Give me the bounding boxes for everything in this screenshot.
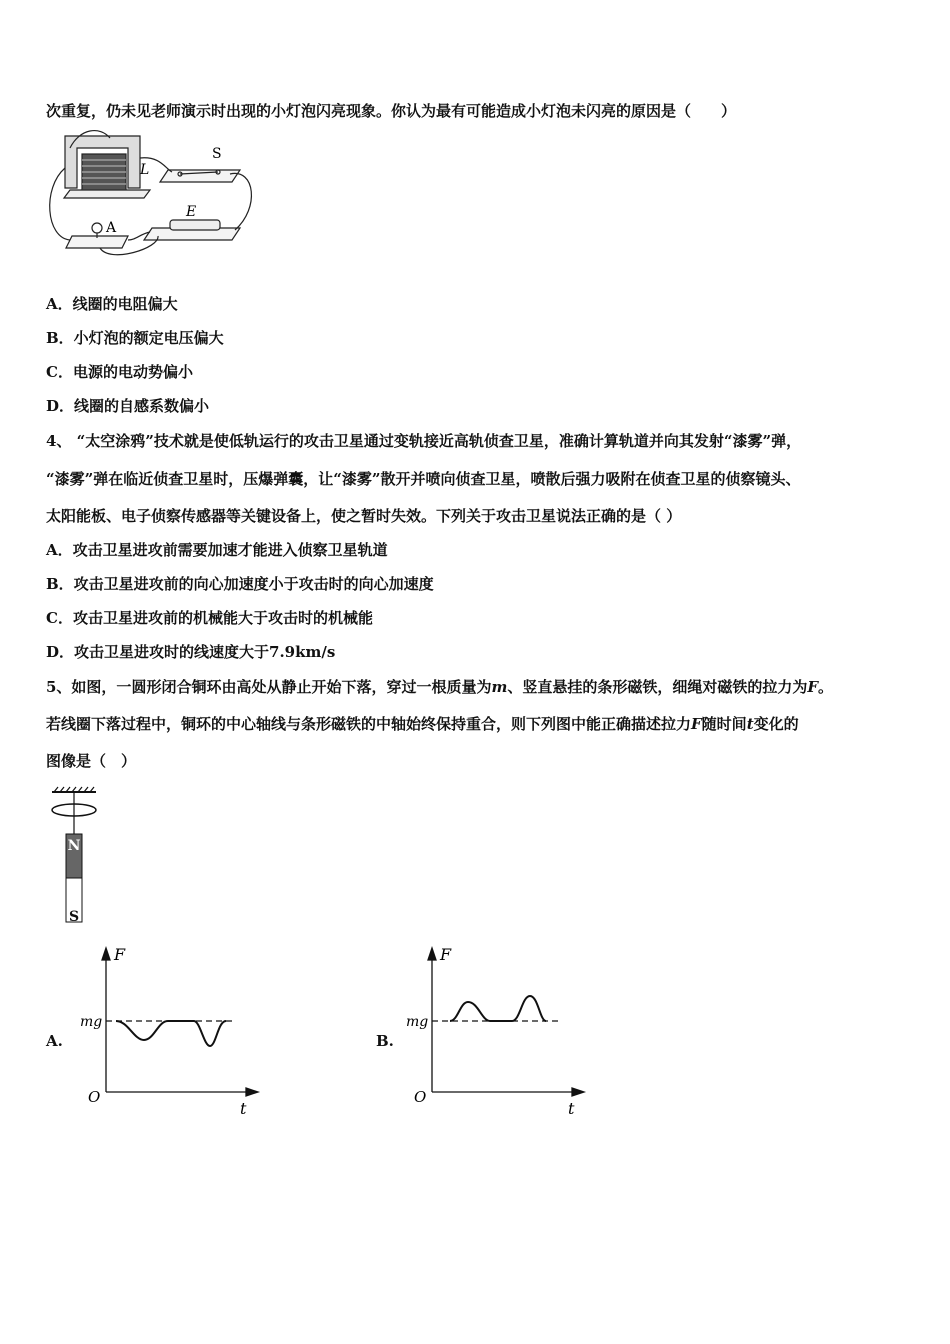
q3-option-a[interactable]: A．线圈的电阻偏大 [46, 295, 178, 313]
q5-var-F: F [807, 678, 818, 696]
mg-label: mg [406, 1014, 429, 1030]
q4-stem-line-1: 4、 “太空涂鸦”技术就是使低轨运行的攻击卫星通过变轨接近高轨侦查卫星，准确计算轨道并向其发射“漆雾”弹， [46, 432, 802, 450]
q5-option-b-label[interactable]: B. [376, 1032, 394, 1050]
axis-label-F: F [114, 945, 126, 964]
label-A: A [106, 220, 117, 236]
magnet-figure [44, 784, 104, 924]
graph-b[interactable] [402, 942, 602, 1122]
label-S: S [212, 146, 222, 162]
circuit-figure [40, 128, 280, 268]
origin-label: O [414, 1088, 427, 1106]
q5-text: 若线圈下落过程中，铜环的中心轴线与条形磁铁的中轴始终保持重合，则下列图中能正确描述拉力 [46, 715, 692, 733]
axis-label-F: F [440, 945, 452, 964]
label-E: E [186, 204, 197, 220]
q5-text: 5、如图，一圆形闭合铜环由高处从静止开始下落，穿过一根质量为 [46, 678, 492, 696]
q3-option-d[interactable]: D．线圈的自感系数偏小 [46, 397, 210, 415]
q5-stem-line-3: 图像是（ ） [46, 752, 137, 770]
q4-stem-line-2: “漆雾”弹在临近侦查卫星时，压爆弹囊，让“漆雾”散开并喷向侦查卫星，喷散后强力吸附在侦查卫星的侦察镜头、 [46, 470, 801, 488]
graph-a[interactable] [76, 942, 276, 1122]
axis-label-t: t [240, 1099, 247, 1118]
q3-option-c[interactable]: C．电源的电动势偏小 [46, 363, 193, 381]
axis-label-t: t [568, 1099, 575, 1118]
q4-option-d[interactable]: D．攻击卫星进攻时的线速度大于7.9km/s [46, 643, 336, 661]
q5-text: 。 [818, 678, 834, 696]
q4-option-a[interactable]: A．攻击卫星进攻前需要加速才能进入侦察卫星轨道 [46, 541, 388, 559]
q5-text: 变化的 [753, 715, 799, 733]
q5-stem-line-2 [46, 714, 799, 734]
q3-stem: 次重复，仍未见老师演示时出现的小灯泡闪亮现象。你认为最有可能造成小灯泡未闪亮的原因是（ ） [46, 102, 737, 120]
q4-option-c[interactable]: C．攻击卫星进攻前的机械能大于攻击时的机械能 [46, 609, 373, 627]
q5-var-m: m [491, 678, 508, 696]
q5-option-a-label[interactable]: A. [46, 1032, 63, 1050]
q5-var-t: t [746, 715, 754, 733]
q5-text: 、竖直悬挂的条形磁铁，细绳对磁铁的拉力为 [507, 678, 808, 696]
q5-stem-line-1 [46, 677, 833, 697]
magnet-north-label: N [67, 838, 81, 854]
q5-text: 随时间 [701, 715, 747, 733]
mg-label: mg [80, 1014, 103, 1030]
q5-var-F: F [691, 715, 702, 733]
q4-stem-line-3: 太阳能板、电子侦察传感器等关键设备上，使之暂时失效。下列关于攻击卫星说法正确的是（ ） [46, 507, 682, 525]
magnet-south-label: S [68, 909, 80, 924]
label-L: L [140, 162, 150, 178]
q4-option-b[interactable]: B．攻击卫星进攻前的向心加速度小于攻击时的向心加速度 [46, 575, 434, 593]
origin-label: O [88, 1088, 101, 1106]
q3-option-b[interactable]: B．小灯泡的额定电压偏大 [46, 329, 224, 347]
